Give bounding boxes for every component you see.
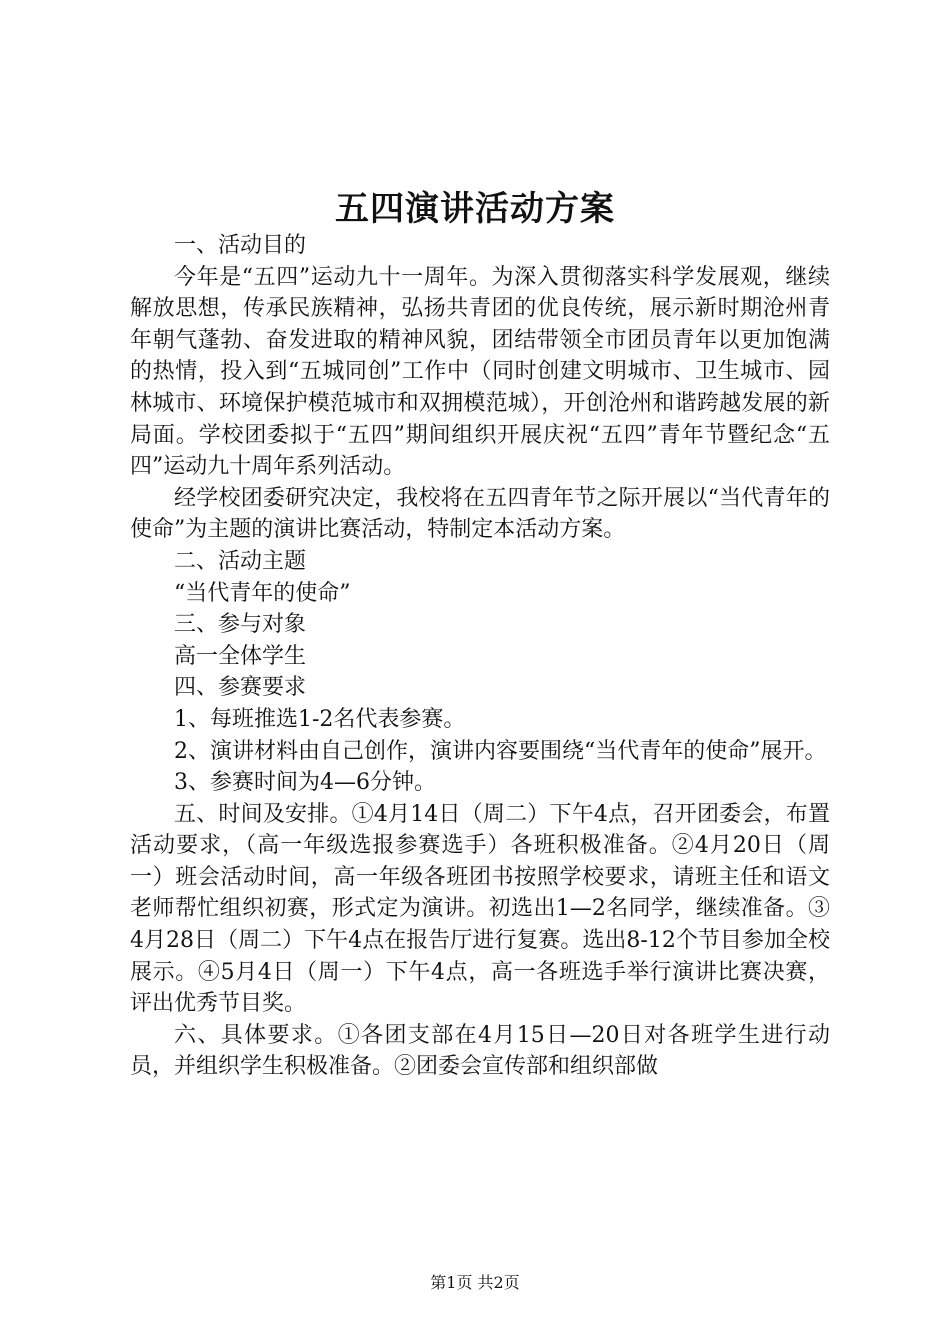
- paragraph-schedule: 五、时间及安排。①4月14日（周二）下午4点，召开团委会，布置活动要求，（高一年级选报参赛选手）各班积极准备。②4月20日（周一）班会活动时间，高一年级各班团书按照学校要求，请班主任和语文老师帮忙组织初赛，形式定为演讲。初选出1—2名同学，继续准备。③4月28日（周二）下午4点在报告厅进行复赛。选出8-12个节目参加全校展示。④5月4日（周一）下午4点，高一各班选手举行演讲比赛决赛，评出优秀节目奖。: [130, 801, 830, 1017]
- requirement-item-3: 3、参赛时间为4—6分钟。: [174, 770, 436, 796]
- section-heading-theme: 二、活动主题: [174, 548, 307, 574]
- requirement-item-1: 1、每班推选1-2名代表参赛。: [174, 706, 466, 732]
- paragraph-specific-requirements: 六、具体要求。①各团支部在4月15日—20日对各班学生进行动员，并组织学生积极准备。②团委会宣传部和组织部做: [130, 1022, 830, 1080]
- paragraph-decision-text: 经学校团委研究决定，我校将在五四青年节之际开展以“当代青年的使命”为主题的演讲比赛活动，特制定本活动方案。: [130, 485, 830, 543]
- section-heading-purpose: 一、活动目的: [174, 233, 307, 258]
- document-title: 五四演讲活动方案: [335, 189, 615, 229]
- paragraph-theme-text: “当代青年的使命”: [174, 580, 351, 606]
- document-body: [130, 230, 830, 1083]
- section-heading-participants: 三、参与对象: [174, 612, 307, 638]
- requirement-item-2: 2、演讲材料由自己创作，演讲内容要围绕“当代青年的使命”展开。: [174, 738, 827, 764]
- paragraph-participants-text: 高一全体学生: [174, 643, 307, 669]
- paragraph-purpose-text: 今年是“五四”运动九十一周年。为深入贯彻落实科学发展观，继续解放思想，传承民族精神，弘扬共青团的优良传统，展示新时期沧州青年朝气蓬勃、奋发进取的精神风貌，团结带领全市团员青年以更加饱满的热情，投入到“五城同创”工作中（同时创建文明城市、卫生城市、园林城市、环境保护模范城市和双拥模范城），开创沧州和谐跨越发展的新局面。学校团委拟于“五四”期间组织开展庆祝“五四”青年节暨纪念“五四”运动九十周年系列活动。: [130, 264, 830, 480]
- section-heading-requirements: 四、参赛要求: [174, 675, 307, 701]
- page-footer: 第1页 共2页: [430, 1273, 520, 1292]
